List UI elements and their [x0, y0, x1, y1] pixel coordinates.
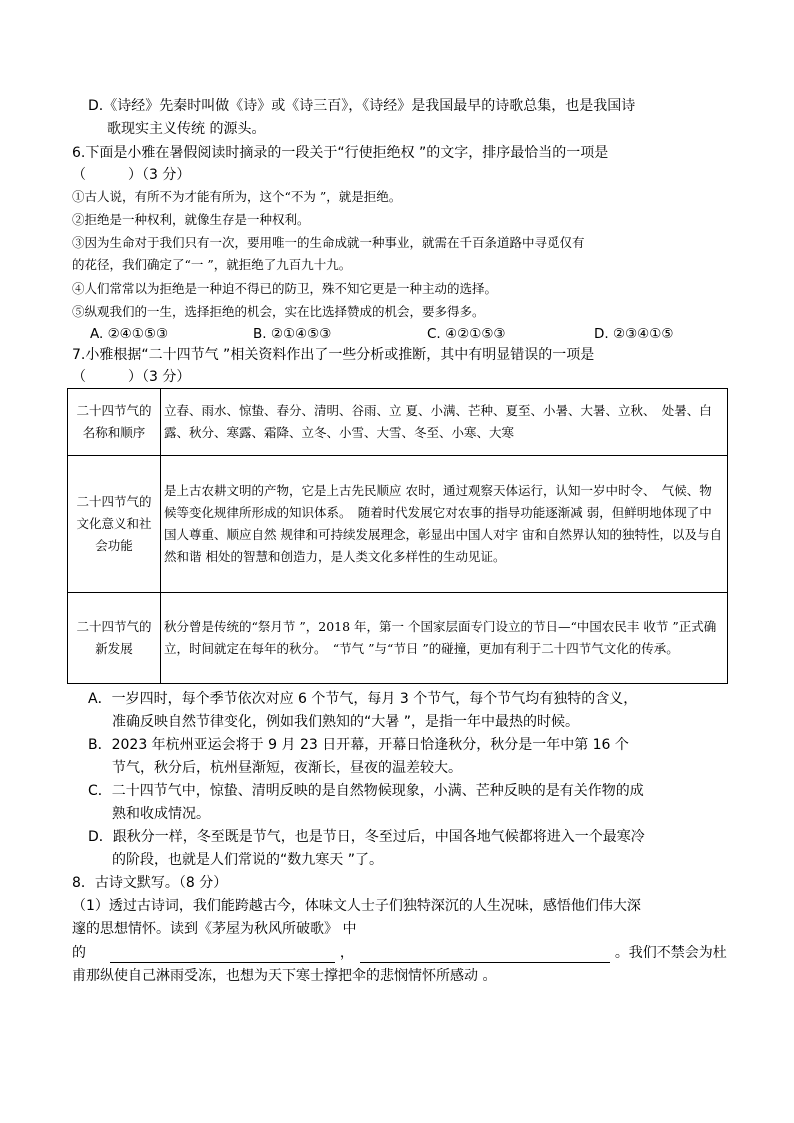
q6-option-a: A. ②④①⑤③ [90, 326, 169, 342]
q8-line3-end: 。我们不禁会为杜 [614, 945, 727, 961]
q7-option-b-line1: B．2023 年杭州亚运会将于 9 月 23 日开幕，开幕日恰逢秋分，秋分是一年中第 16 个 [88, 737, 629, 753]
q8-part1-line1: （1）透过古诗词，我们能跨越古今，体味文人士子们独特深沉的人生况味，感悟他们伟大深 [72, 898, 641, 914]
q6-option-d: D. ②③④①⑤ [594, 326, 674, 342]
row-header-development: 二十四节气的新发展 [68, 593, 161, 684]
q8-part1-line3 [72, 943, 727, 963]
q8-line3-start: 的 [72, 945, 86, 961]
blank-answer-1[interactable] [110, 946, 335, 963]
q7-option-b-line2: 节气，秋分后，杭州昼渐短，夜渐长，昼夜的温差较大。 [112, 760, 462, 776]
q6-option-c: C. ④②①⑤③ [427, 326, 506, 342]
q6-sentence-3b: 的花径，我们确定了“一 ”，就拒绝了九百九十九。 [72, 257, 352, 272]
q6-answer-line: （ ）（3 分） [72, 167, 191, 183]
q7-option-c-line1: C．二十四节气中，惊蛰、清明反映的是自然物候现象，小满、芒种反映的是有关作物的成 [88, 783, 644, 799]
table-row-names [68, 389, 728, 456]
q6-stem: 6.下面是小雅在暑假阅读时摘录的一段关于“行使拒绝权 ”的文字，排序最恰当的一项是 [72, 145, 609, 161]
q7-answer-line: （ ）（3 分） [72, 369, 191, 385]
q6-sentence-3a: ③因为生命对于我们只有一次，要用唯一的生命成就一种事业，就需在千百条道路中寻觅仅有 [72, 235, 585, 250]
q8-part1-line2: 邃的思想情怀。读到《茅屋为秋风所破歌》 中 [72, 921, 357, 937]
q7-option-d-line2: 的阶段，也就是人们常说的“数九寒天 ”了。 [112, 852, 383, 868]
blank-answer-2[interactable] [360, 946, 610, 963]
q8-line3-comma: ， [339, 945, 354, 961]
row-header-culture: 二十四节气的文化意义和社会功能 [68, 456, 161, 593]
q7-option-a-line1: A．一岁四时，每个季节依次对应 6 个节气，每月 3 个节气，每个节气均有独特的含义， [88, 691, 638, 707]
q8-stem: 8．古诗文默写。（8 分） [72, 875, 228, 891]
row-content-culture: 是上古农耕文明的产物，它是上古先民顺应 农时，通过观察天体运行，认知一岁中时令、 气候、物候等变化规律所形成的知识体系。 随着时代发展它对农事的指导功能逐渐减 弱，但鲜明地体现了中国人尊重、顺应自然 规律和可持续发展理念，彰显出中国人对宇 宙和自然界认知的独特性，以及与自然和谐 相处的智慧和创造力，是人类文化多样性的生动见证。 [161, 456, 728, 593]
row-header-names: 二十四节气的名称和顺序 [68, 389, 161, 456]
q7-stem: 7.小雅根据“二十四节气 ”相关资料作出了一些分析或推断，其中有明显错误的一项是 [72, 347, 595, 363]
table-row-culture [68, 456, 728, 593]
q7-option-d-line1: D．跟秋分一样，冬至既是节气，也是节日，冬至过后，中国各地气候都将进入一个最寒冷 [88, 829, 645, 845]
table-row-development [68, 593, 728, 684]
q5-option-d-line1: D.《诗经》先秦时叫做《诗》或《诗三百》，《诗经》是我国最早的诗歌总集，也是我国诗 [88, 98, 636, 114]
solar-terms-table [67, 388, 728, 684]
q7-option-c-line2: 熟和收成情况。 [112, 806, 210, 822]
row-content-development: 秋分曾是传统的“祭月节 ”，2018 年，第一 个国家层面专门设立的节日—“中国农民丰 收节 ”正式确立，时间就定在每年的秋分。 “节气 ”与“节日 ”的碰撞，更加有利于二十四节气文化的传承。 [161, 593, 728, 684]
row-content-names: 立春、雨水、惊蛰、春分、清明、谷雨、立 夏、小满、芒种、夏至、小暑、大暑、立秋、 处暑、白露、秋分、寒露、霜降、立冬、小雪、大雪、冬至、小寒、大寒 [161, 389, 728, 456]
q8-part1-line4: 甫那纵使自己淋雨受冻，也想为天下寒士撑把伞的悲悯情怀所感动 。 [72, 968, 497, 984]
q6-sentence-4: ④人们常常以为拒绝是一种迫不得已的防卫，殊不知它更是一种主动的选择。 [72, 281, 498, 296]
q5-option-d-line2: 歌现实主义传统 的源头。 [107, 121, 266, 137]
q6-option-b: B. ②①④⑤③ [253, 326, 332, 342]
q6-sentence-2: ②拒绝是一种权利，就像生存是一种权利。 [72, 212, 310, 227]
q7-option-a-line2: 准确反映自然节律变化，例如我们熟知的“大暑 ”，是指一年中最热的时候。 [112, 714, 579, 730]
q6-sentence-5: ⑤纵观我们的一生，选择拒绝的机会，实在比选择赞成的机会，要多得多。 [72, 304, 485, 319]
q6-sentence-1: ①古人说，有所不为才能有所为，这个“不为 ”，就是拒绝。 [72, 189, 402, 204]
